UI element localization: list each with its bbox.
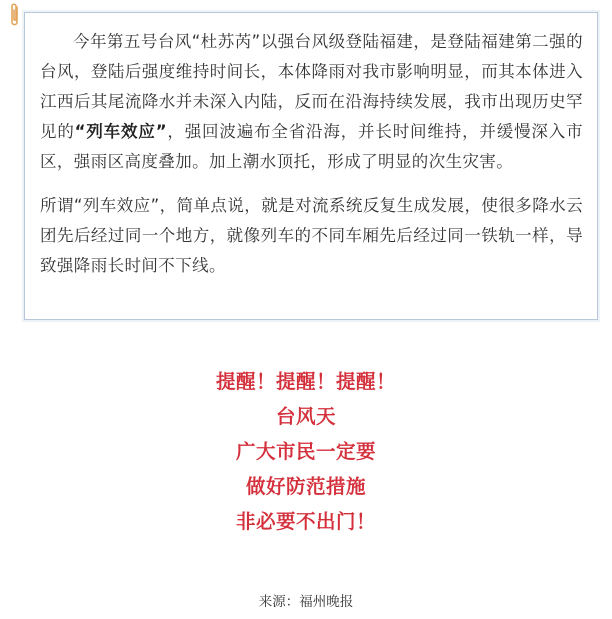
reminder-line-4: 做好防范措施 xyxy=(245,475,366,498)
reminder-line-5: 非必要不出门！ xyxy=(235,510,376,533)
typhoon-reminder xyxy=(0,364,612,539)
reminder-line-1: 提醒！提醒！提醒！ xyxy=(215,370,396,393)
source-credit: 来源：福州晚报 xyxy=(258,594,354,610)
paragraph-1-text-start: 今年第五号台风“杜苏芮”以强台风级登陆福建，是登陆福建第二强的台风，登陆后强度维持时间长，本体降雨对我市影响明显，而其本体进入江西后其尾流降水并未深入内陆，反而在沿海持续发展，我市出现历史罕见的 xyxy=(40,32,583,141)
train-effect-highlight: “列车效应” xyxy=(74,122,167,141)
article-paragraph-2: 所谓“列车效应”，简单点说，就是对流系统反复生成发展，使很多降水云团先后经过同一个地方，就像列车的不同车厢先后经过同一铁轨一样，导致强降雨长时间不下线。 xyxy=(40,196,583,275)
paperclip-icon xyxy=(6,2,24,30)
reminder-line-3: 广大市民一定要 xyxy=(235,440,376,463)
article-note-box xyxy=(24,12,598,320)
reminder-line-2: 台风天 xyxy=(275,405,336,428)
paragraph-1-text-end: ，强回波遍布全省沿海，并长时间维持，并缓慢深入市区，强雨区高度叠加。加上潮水顶托，形成了明显的次生灾害。 xyxy=(40,122,583,171)
article-paragraph-1 xyxy=(40,27,583,177)
